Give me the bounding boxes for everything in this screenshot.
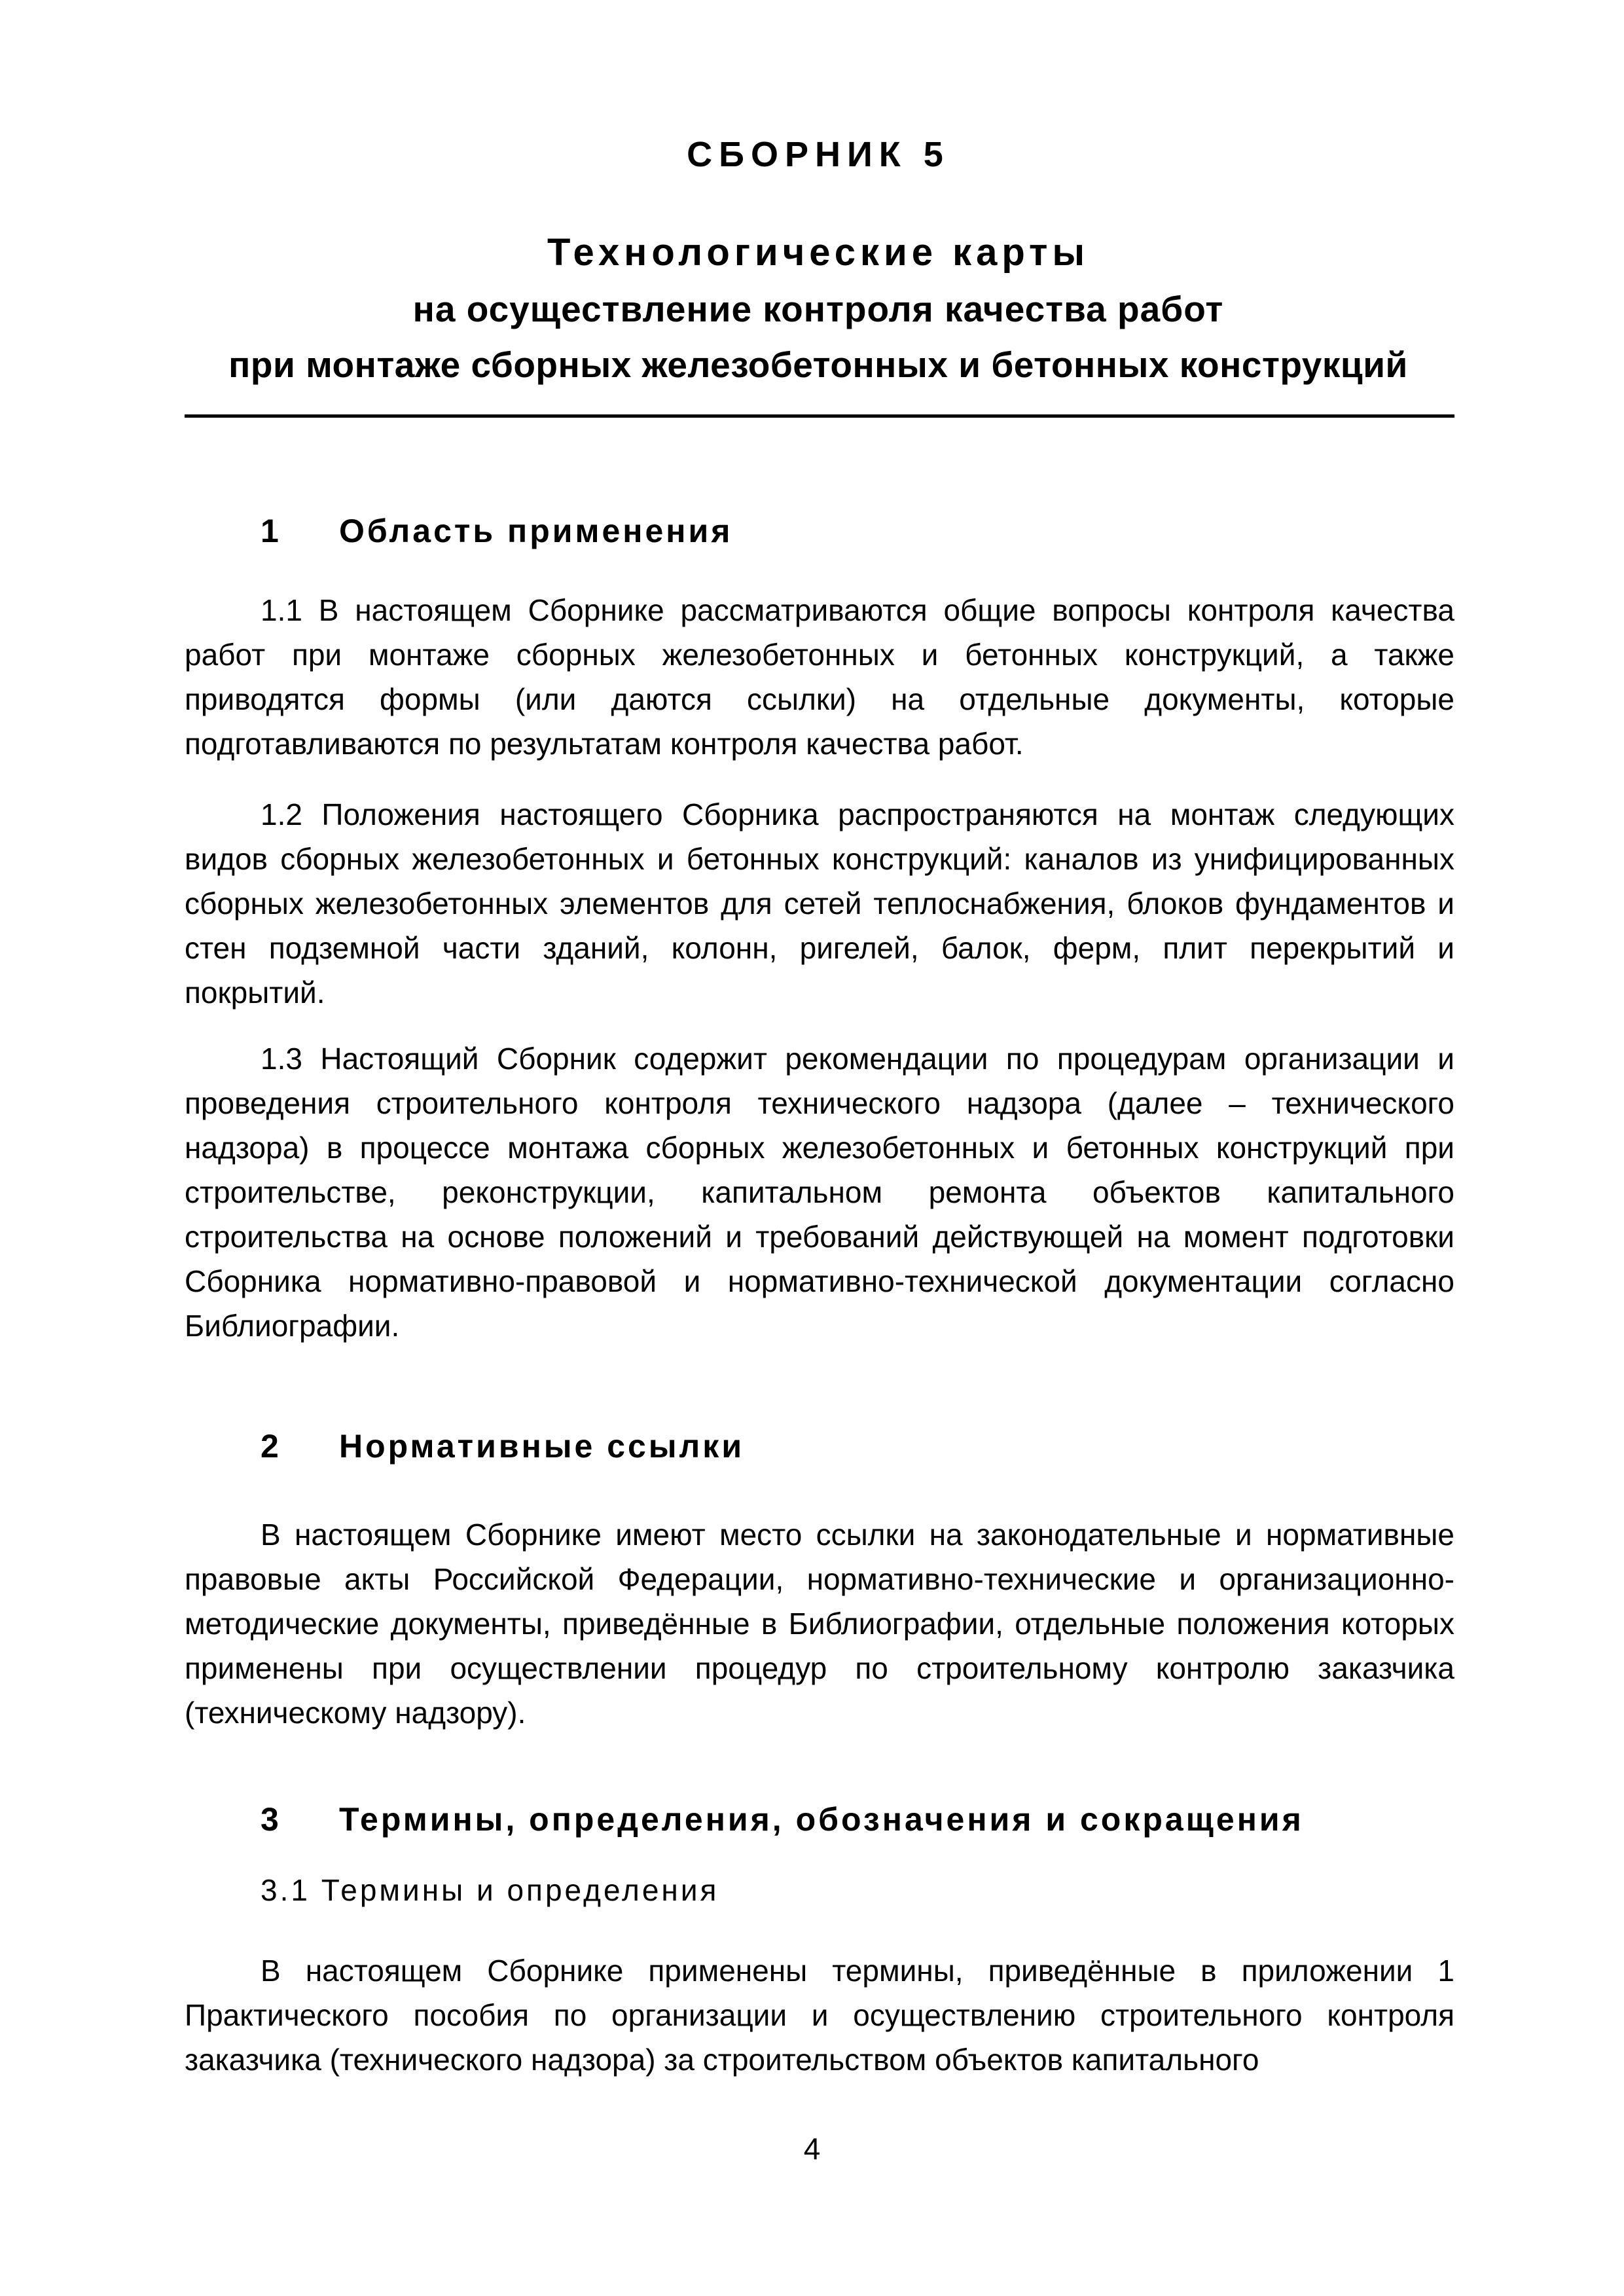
document-title-line-1: Технологические карты <box>547 231 1089 274</box>
section-1-heading <box>261 512 732 550</box>
paragraph-1-3: 1.3 Настоящий Сборник содержит рекомендации по процедурам организации и проведения строительного контроля технического надзора (далее – технического надзора) в процессе монтажа сборных железобетонных и бетонных конструкций при строительстве, реконструкции, капитальном ремонта объектов капитального строительства на основе положений и требований действующей на момент подготовки Сборника нормативно-правовой и нормативно-технической документации согласно Библиографии. <box>185 1042 1454 1343</box>
section-3-title: Термины, определения, обозначения и сокращения <box>339 1801 1304 1838</box>
paragraph-1-1: 1.1 В настоящем Сборнике рассматриваются общие вопросы контроля качества работ при монтаже сборных железобетонных и бетонных конструкций, а также приводятся формы (или даются ссылки) на отдельные документы, которые подготавливаются по результатам контроля качества работ. <box>185 593 1454 761</box>
title-divider <box>185 414 1454 418</box>
collection-title: СБОРНИК 5 <box>687 135 950 174</box>
section-2-heading <box>261 1427 744 1465</box>
section-1-title: Область применения <box>339 513 733 549</box>
section-3-heading <box>261 1800 1304 1838</box>
section-3-number: 3 <box>261 1801 279 1838</box>
document-title-line-3: при монтаже сборных железобетонных и бетонных конструкций <box>228 344 1408 385</box>
section-1-number: 1 <box>261 513 279 549</box>
paragraph-3-1: В настоящем Сборнике применены термины, приведённые в приложении 1 Практического пособия по организации и осуществлению строительного контроля заказчика (технического надзора) за строительством объектов капитального <box>185 1954 1454 2077</box>
page-number: 4 <box>803 2132 821 2166</box>
paragraph-2: В настоящем Сборнике имеют место ссылки на законодательные и нормативные правовые акты Российской Федерации, нормативно-технические и организационно-методические документы, приведённые в Библиографии, отдельные положения которых применены при осуществлении процедур по строительному контролю заказчика (техническому надзору). <box>185 1518 1454 1730</box>
subsection-3-1-title: 3.1 Термины и определения <box>261 1873 719 1907</box>
section-2-number: 2 <box>261 1428 279 1465</box>
section-2-title: Нормативные ссылки <box>339 1428 745 1465</box>
document-title-line-2: на осуществление контроля качества работ <box>412 289 1224 329</box>
paragraph-1-2: 1.2 Положения настоящего Сборника распространяются на монтаж следующих видов сборных железобетонных и бетонных конструкций: каналов из унифицированных сборных железобетонных элементов для сетей теплоснабжения, блоков фундаментов и стен подземной части зданий, колонн, ригелей, балок, ферм, плит перекрытий и покрытий. <box>185 797 1454 1010</box>
